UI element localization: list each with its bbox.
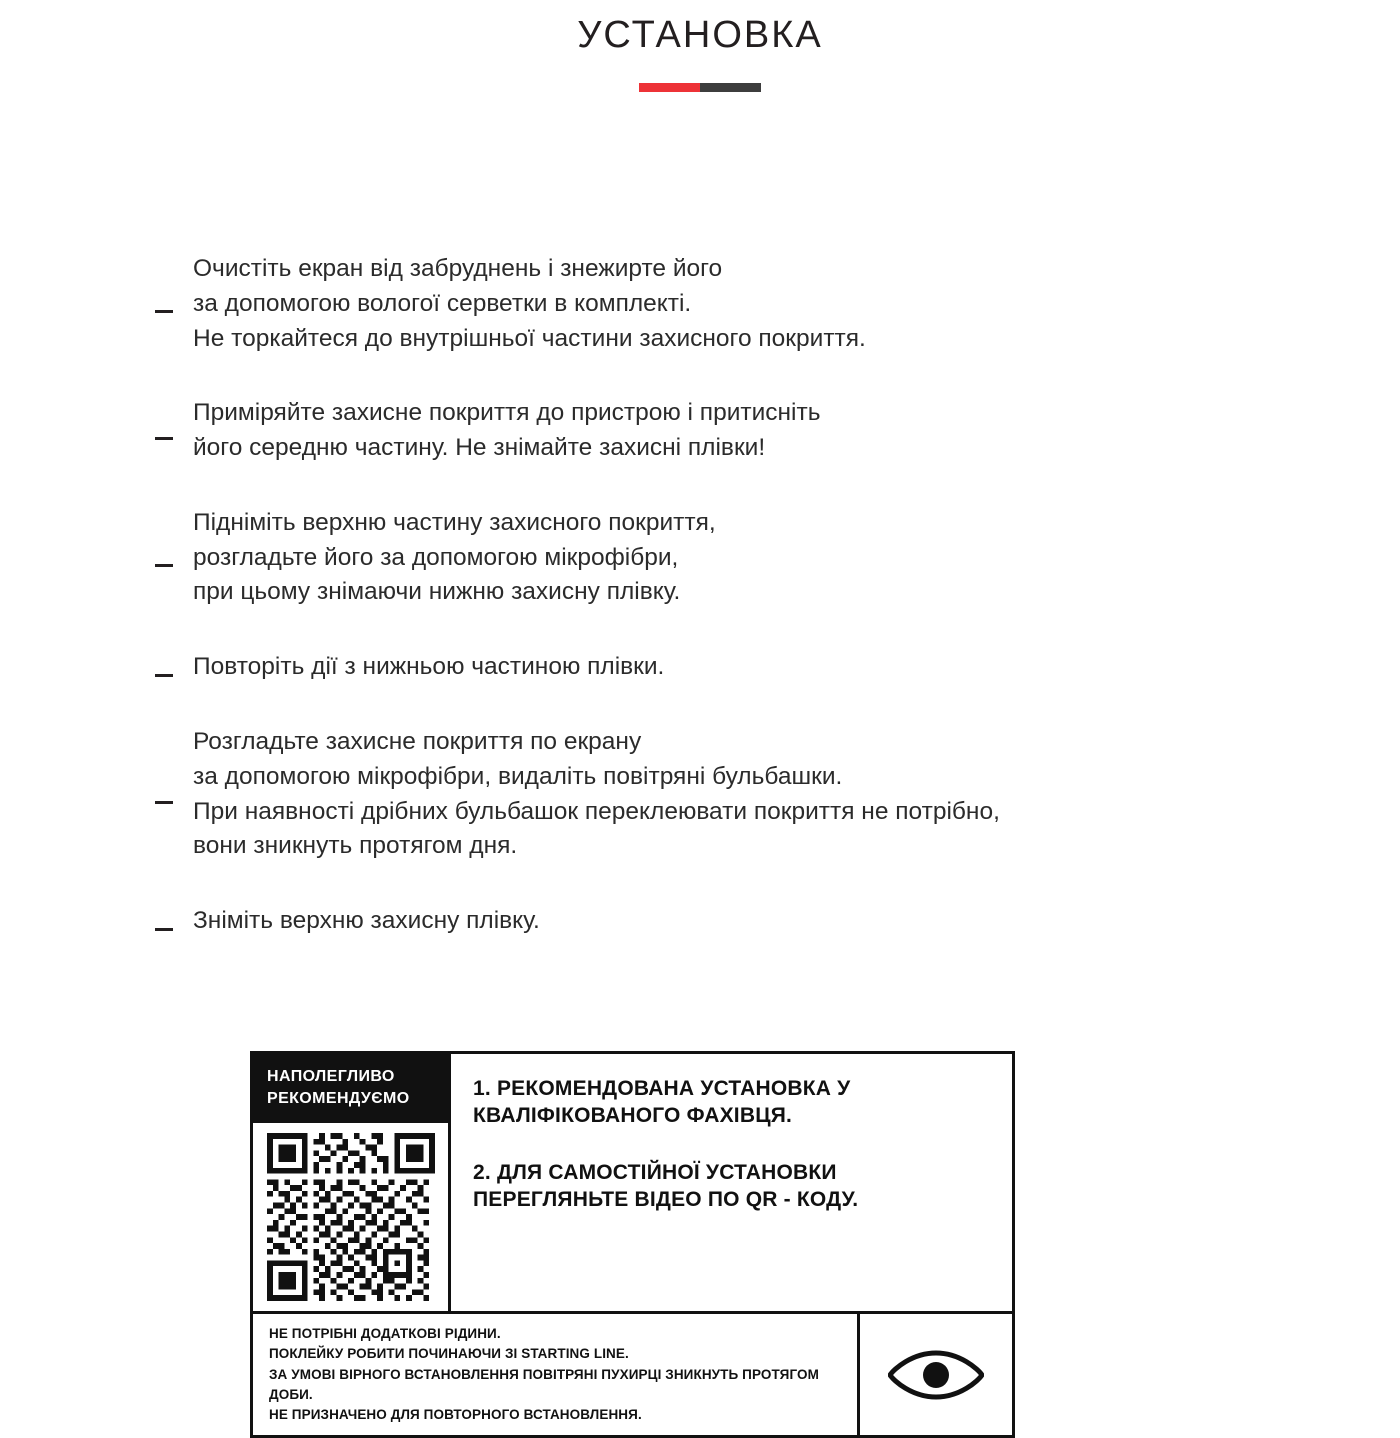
dash-marker — [155, 418, 193, 444]
badge-line-2: РЕКОМЕНДУЄМО — [267, 1089, 410, 1107]
recommendation-text — [451, 1054, 1012, 1311]
qr-code-icon[interactable] — [267, 1133, 435, 1301]
step-text — [193, 252, 866, 356]
list-item — [155, 904, 1300, 939]
step-line: Повторіть дії з нижньою частиною плівки. — [193, 653, 665, 681]
step-text — [193, 725, 1000, 864]
step-line: При наявності дрібних бульбашок переклеювати покриття не потрібно, — [193, 797, 1000, 825]
recommendation-box — [250, 1051, 1015, 1438]
badge-line-1: НАПОЛЕГЛИВО — [267, 1068, 395, 1085]
notes-list — [253, 1314, 857, 1435]
step-line: за допомогою мікрофібри, видаліть повітряні бульбашки. — [193, 762, 843, 790]
dash-marker — [155, 545, 193, 571]
recommendation-left — [253, 1054, 451, 1311]
list-item — [155, 725, 1300, 864]
step-line: за допомогою вологої серветки в комплекті. — [193, 289, 692, 317]
note-line: ПОКЛЕЙКУ РОБИТИ ПОЧИНАЮЧИ ЗІ STARTING LINE. — [269, 1346, 629, 1362]
note-line: ЗА УМОВІ ВІРНОГО ВСТАНОВЛЕННЯ ПОВІТРЯНІ ПУХИРЦІ ЗНИКНУТЬ ПРОТЯГОМ ДОБИ. — [269, 1366, 819, 1402]
step-line: при цьому знімаючи нижню захисну плівку. — [193, 578, 681, 606]
step-line: Не торкайтеся до внутрішньої частини захисного покриття. — [193, 324, 866, 352]
dash-marker — [155, 291, 193, 317]
list-item — [155, 396, 1300, 466]
steps-list — [0, 252, 1400, 939]
step-line: його середню частину. Не знімайте захисні плівки! — [193, 434, 766, 462]
step-line: вони зникнуть протягом дня. — [193, 832, 518, 860]
qr-code-wrap — [253, 1123, 448, 1311]
step-line: Очистіть екран від забруднень і знежирте його — [193, 255, 723, 282]
step-line: Підніміть верхню частину захисного покриття, — [193, 508, 716, 536]
status-badge — [253, 1054, 448, 1123]
page-title: УСТАНОВКА — [577, 14, 823, 56]
dash-marker — [155, 655, 193, 681]
step-text — [193, 650, 664, 685]
step-line: Розгладьте захисне покриття по екрану — [193, 728, 642, 756]
step-line: Приміряйте захисне покриття до пристрою і притисніть — [193, 399, 821, 427]
step-text — [193, 396, 821, 466]
step-line: Зніміть верхню захисну плівку. — [193, 907, 540, 935]
list-item — [155, 252, 1300, 356]
recommendation-item-2: 2. ДЛЯ САМОСТІЙНОЇ УСТАНОВКИ ПЕРЕГЛЯНЬТЕ ВІДЕО ПО QR - КОДУ. — [473, 1160, 859, 1211]
list-item — [155, 506, 1300, 610]
eye-icon — [888, 1347, 984, 1403]
eye-cell — [857, 1314, 1012, 1435]
divider-bar — [639, 83, 761, 92]
note-line: НЕ ПРИЗНАЧЕНО ДЛЯ ПОВТОРНОГО ВСТАНОВЛЕННЯ. — [269, 1407, 642, 1423]
title-divider — [0, 83, 1400, 92]
step-text — [193, 904, 540, 939]
recommendation-item-1: 1. РЕКОМЕНДОВАНА УСТАНОВКА У КВАЛІФІКОВАНОГО ФАХІВЦЯ. — [473, 1077, 851, 1127]
step-line: розгладьте його за допомогою мікрофібри, — [193, 543, 679, 571]
note-line: НЕ ПОТРІБНІ ДОДАТКОВІ РІДИНИ. — [269, 1326, 501, 1342]
dash-marker — [155, 782, 193, 808]
divider-segment-dark — [700, 83, 761, 92]
dash-marker — [155, 909, 193, 935]
recommendation-top — [253, 1054, 1012, 1314]
divider-segment-red — [639, 83, 700, 92]
recommendation-bottom — [253, 1314, 1012, 1435]
step-text — [193, 506, 716, 610]
list-item — [155, 650, 1300, 685]
